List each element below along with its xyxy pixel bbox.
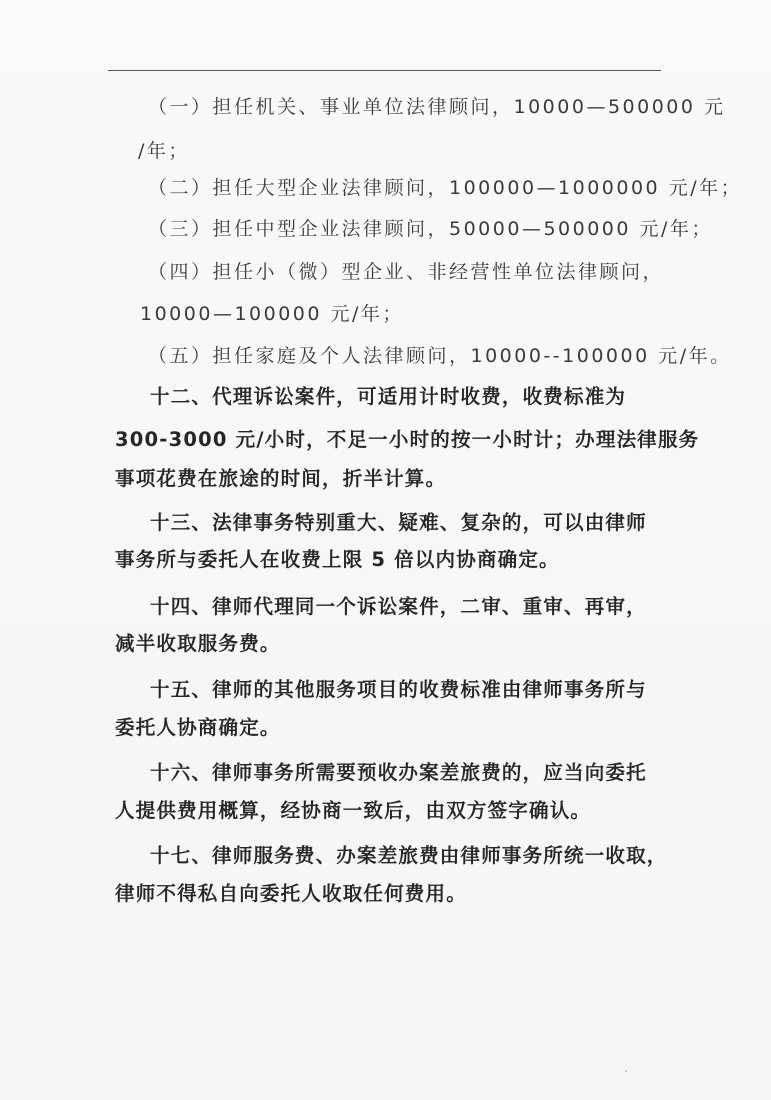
fee-item-5: （五）担任家庭及个人法律顾问，10000--100000 元/年。	[148, 345, 732, 367]
scan-speck	[625, 1070, 627, 1072]
header-rule	[108, 70, 661, 71]
clause-15-line-2: 委托人协商确定。	[115, 716, 281, 739]
clause-16-line-2: 人提供费用概算，经协商一致后，由双方签字确认。	[115, 799, 592, 822]
clause-14-line-1: 十四、律师代理同一个诉讼案件，二审、重审、再审，	[150, 595, 647, 618]
clause-15-line-1: 十五、律师的其他服务项目的收费标准由律师事务所与	[150, 678, 647, 701]
clause-17-line-2: 律师不得私自向委托人收取任何费用。	[115, 882, 467, 905]
fee-item-1-line-2: /年；	[138, 140, 190, 162]
clause-17-line-1: 十七、律师服务费、办案差旅费由律师事务所统一收取，	[150, 844, 668, 867]
fee-item-3: （三）担任中型企业法律顾问，50000—500000 元/年；	[148, 218, 713, 240]
clause-13-line-2: 事务所与委托人在收费上限 5 倍以内协商确定。	[115, 548, 560, 571]
clause-12-line-2: 300-3000 元/小时，不足一小时的按一小时计；办理法律服务	[115, 428, 700, 451]
clause-16-line-1: 十六、律师事务所需要预收办案差旅费的，应当向委托	[150, 761, 647, 784]
clause-14-line-2: 减半收取服务费。	[115, 632, 281, 655]
fee-item-4-line-1: （四）担任小（微）型企业、非经营性单位法律顾问，	[148, 261, 665, 283]
clause-12-line-1: 十二、代理诉讼案件，可适用计时收费，收费标准为	[150, 385, 627, 408]
fee-item-1-line-1: （一）担任机关、事业单位法律顾问，10000—500000 元	[148, 96, 726, 118]
clause-13-line-1: 十三、法律事务特别重大、疑难、复杂的，可以由律师	[150, 511, 647, 534]
fee-item-4-line-2: 10000—100000 元/年；	[140, 303, 404, 325]
clause-12-line-3: 事项花费在旅途的时间，折半计算。	[115, 467, 447, 490]
fee-item-2: （二）担任大型企业法律顾问，100000—1000000 元/年；	[148, 177, 743, 199]
